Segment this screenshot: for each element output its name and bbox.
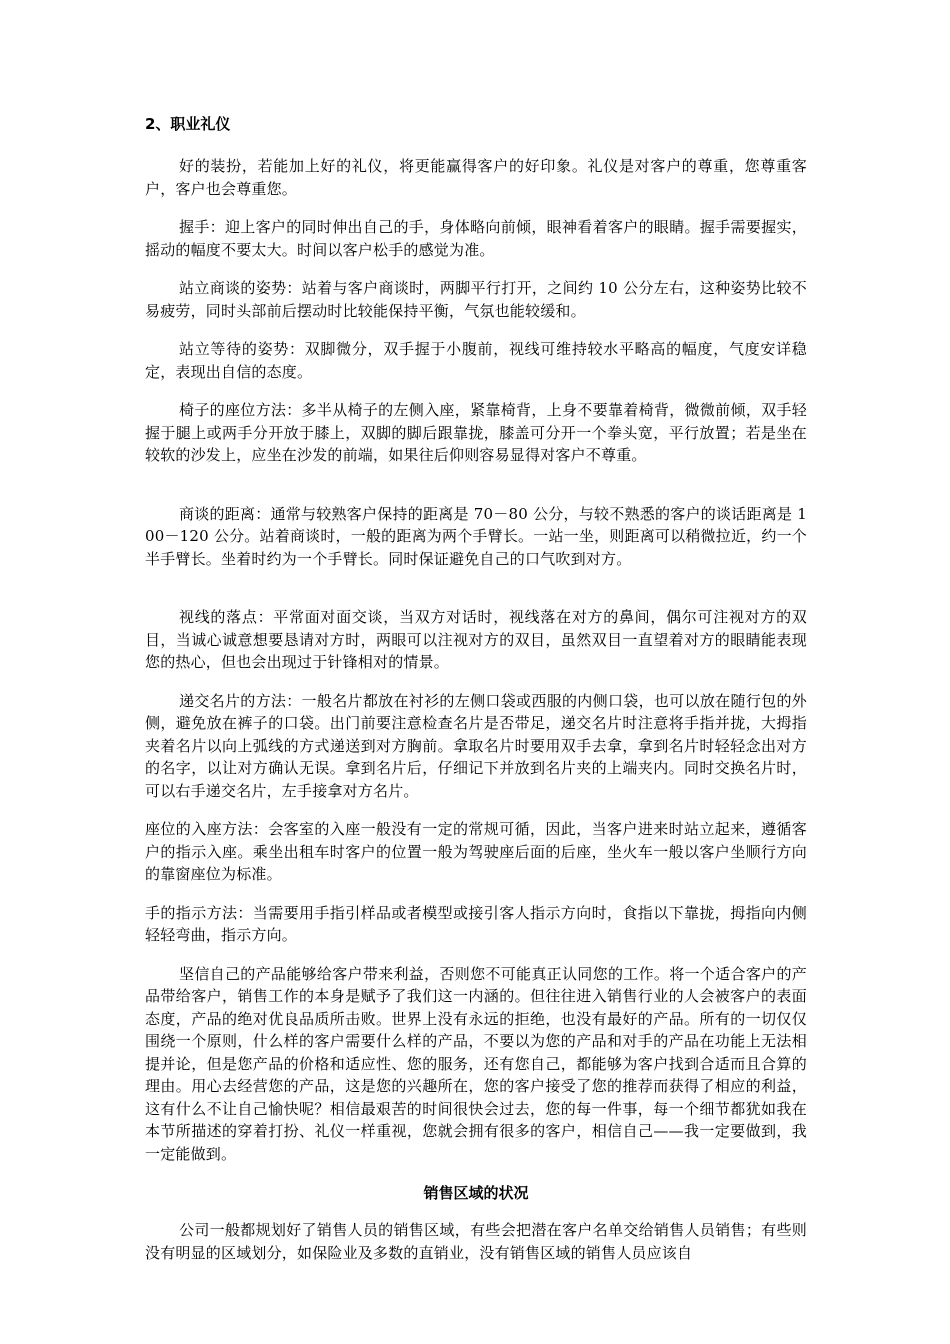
paragraph-hand-gesture: 手的指示方法：当需要用手指引样品或者模型或接引客人指示方向时，食指以下靠拢，拇指向内侧轻轻弯曲，指示方向。 xyxy=(145,903,807,944)
paragraph-sales-territory: 公司一般都规划好了销售人员的销售区域，有些会把潜在客户名单交给销售人员销售；有些则没有明显的区域划分，如保险业及多数的直销业，没有销售区域的销售人员应该自 xyxy=(145,1221,807,1262)
subheading-sales-territory: 销售区域的状况 xyxy=(423,1184,529,1202)
paragraph-eye-contact: 视线的落点：平常面对面交谈，当双方对话时，视线落在对方的鼻间，偶尔可注视对方的双目，当诚心诚意想要恳请对方时，两眼可以注视对方的双目，虽然双目一直望着对方的眼睛能表现您的热心，但也会出现过于针锋相对的情景。 xyxy=(145,608,807,671)
paragraph-standing-talk: 站立商谈的姿势：站着与客户商谈时，两脚平行打开，之间约 10 公分左右，这种姿势比较不易疲劳，同时头部前后摆动时比较能保持平衡，气氛也能较缓和。 xyxy=(145,279,807,320)
paragraph-standing-wait: 站立等待的姿势：双脚微分，双手握于小腹前，视线可维持较水平略高的幅度，气度安详稳定，表现出自信的态度。 xyxy=(145,340,807,381)
paragraph-product-belief: 坚信自己的产品能够给客户带来利益，否则您不可能真正认同您的工作。将一个适合客户的产品带给客户，销售工作的本身是赋予了我们这一内涵的。但往往进入销售行业的人会被客户的表面态度，产品的绝对优良品质所击败。世界上没有永远的拒绝，也没有最好的产品。所有的一切仅仅围绕一个原则，什么样的客户需要什么样的产品，不要以为您的产品和对手的产品在功能上无法相提并论，但是您产品的价格和适应性、您的服务，还有您自己，都能够为客户找到合适而且合算的理由。用心去经营您的产品，这是您的兴趣所在，您的客户接受了您的推荐而获得了相应的利益，这有什么不让自己愉快呢？相信最艰苦的时间很快会过去，您的每一件事，每一个细节都犹如我在本节所描述的穿着打扮、礼仪一样重视，您就会拥有很多的客户，相信自己——我一定要做到，我一定能做到。 xyxy=(145,964,807,1163)
section-heading: 2、职业礼仪 xyxy=(145,115,231,133)
document-body xyxy=(145,112,807,1280)
paragraph-business-card: 递交名片的方法：一般名片都放在衬衫的左侧口袋或西服的内侧口袋，也可以放在随行包的外侧，避免放在裤子的口袋。出门前要注意检查名片是否带足，递交名片时注意将手指并拢，大拇指夹着名片以向上弧线的方式递送到对方胸前。拿取名片时要用双手去拿，拿到名片时轻轻念出对方的名字，以让对方确认无误。拿到名片后，仔细记下并放到名片夹的上端夹内。同时交换名片时，可以右手递交名片，左手接拿对方名片。 xyxy=(145,691,807,800)
paragraph-seat-entry: 座位的入座方法：会客室的入座一般没有一定的常规可循，因此，当客户进来时站立起来，遵循客户的指示入座。乘坐出租车时客户的位置一般为驾驶座后面的后座，坐火车一般以客户坐顺行方向的靠窗座位为标准。 xyxy=(145,820,807,883)
paragraph-chair-seating: 椅子的座位方法：多半从椅子的左侧入座，紧靠椅背，上身不要靠着椅背，微微前倾，双手轻握于腿上或两手分开放于膝上，双脚的脚后跟靠拢，膝盖可分开一个拳头宽，平行放置；若是坐在较软的沙发上，应坐在沙发的前端，如果往后仰则容易显得对客户不尊重。 xyxy=(145,401,807,464)
paragraph-talk-distance: 商谈的距离：通常与较熟客户保持的距离是 70－80 公分，与较不熟悉的客户的谈话距离是 100－120 公分。站着商谈时，一般的距离为两个手臂长。一站一坐，则距离可以稍微拉近，约一个半手臂长。坐着时约为一个手臂长。同时保证避免自己的口气吹到对方。 xyxy=(145,504,807,568)
paragraph-handshake: 握手：迎上客户的同时伸出自己的手，身体略向前倾，眼神看着客户的眼睛。握手需要握实，摇动的幅度不要太大。时间以客户松手的感觉为准。 xyxy=(145,218,807,259)
paragraph-intro: 好的装扮，若能加上好的礼仪，将更能赢得客户的好印象。礼仪是对客户的尊重，您尊重客户，客户也会尊重您。 xyxy=(145,157,807,198)
